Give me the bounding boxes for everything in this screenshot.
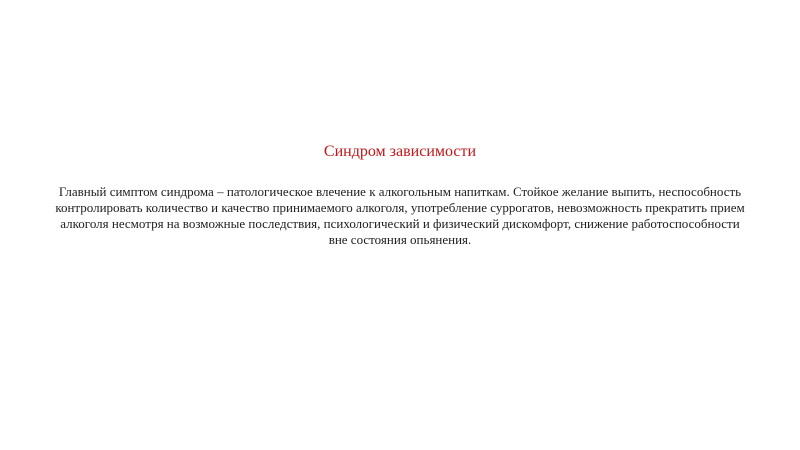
slide-body-text: Главный симптом синдрома – патологическое влечение к алкогольным напиткам. Стойкое желание выпить, неспособность контролировать количество и качество принимаемого алкоголя, употребление суррогатов, невозможность прекратить прием алкоголя несмотря на возможные последствия, психологический и физический дискомфорт, снижение работоспособности вне состояния опьянения. (55, 184, 745, 247)
slide-title: Синдром зависимости (323, 143, 477, 160)
slide-content (52, 142, 748, 248)
